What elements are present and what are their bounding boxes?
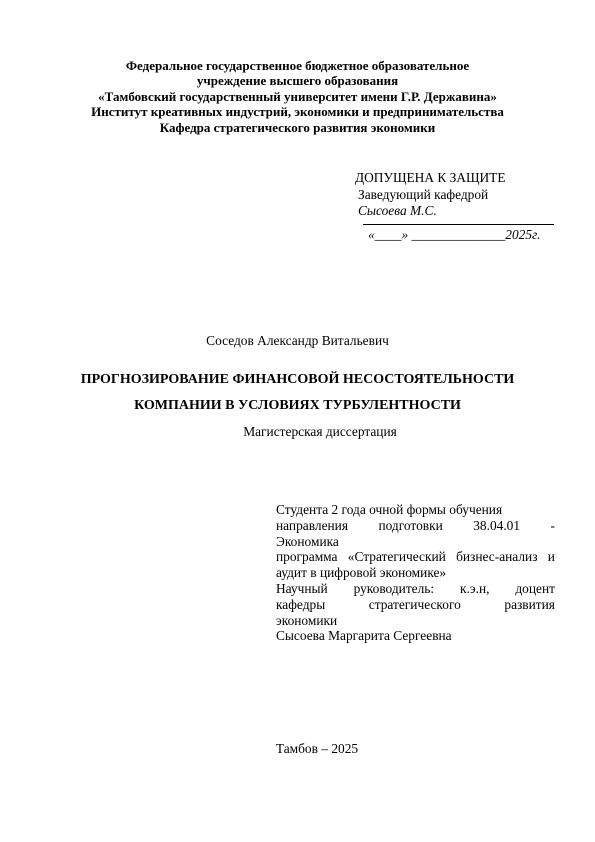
student-info-block: [276, 502, 555, 644]
approval-date-line: «____» ______________2025г.: [368, 226, 541, 242]
header-line: учреждение высшего образования: [196, 73, 399, 89]
word: «Стратегический: [347, 549, 446, 565]
signature-line: [363, 224, 554, 225]
thesis-title-line: КОМПАНИИ В УСЛОВИЯХ ТУРБУЛЕНТНОСТИ: [134, 398, 461, 413]
student-line-justified: [276, 518, 555, 534]
student-line-justified: [276, 549, 555, 565]
word: доцент: [515, 580, 555, 596]
work-type: Магистерская диссертация: [243, 424, 397, 439]
thesis-title: [0, 367, 595, 419]
word: -: [550, 517, 555, 533]
approval-status: ДОПУЩЕНА К ЗАЩИТЕ: [355, 170, 506, 185]
word: программа: [276, 549, 338, 565]
word: руководитель:: [353, 580, 435, 596]
word: 38.04.01: [473, 517, 521, 533]
word: и: [547, 549, 555, 565]
approval-block: [355, 170, 555, 243]
word: бизнес-анализ: [456, 549, 538, 565]
header-line: «Тамбовский государственный университет имени Г.Р. Державина»: [98, 88, 497, 104]
approval-name: Сысоева М.С.: [358, 203, 437, 219]
word: кафедры: [276, 596, 326, 612]
header-line: Федеральное государственное бюджетное образовательное: [125, 58, 470, 73]
supervisor-name: Сысоева Маргарита Сергеевна: [276, 628, 452, 644]
word: Научный: [276, 580, 328, 596]
header-line: Кафедра стратегического развития экономики: [159, 119, 436, 135]
student-line: Студента 2 года очной формы обучения: [276, 502, 503, 517]
city-year: Тамбов – 2025: [275, 741, 359, 756]
word: подготовки: [378, 517, 443, 533]
approval-position: Заведующий кафедрой: [358, 186, 489, 202]
author-name: Соседов Александр Витальевич: [206, 333, 389, 348]
student-line-justified: [276, 581, 555, 597]
word: направления: [276, 517, 349, 533]
student-line: экономики: [276, 612, 338, 628]
word: к.э.н,: [460, 580, 490, 596]
header-line: Институт креативных индустрий, экономики и предпринимательства: [91, 104, 504, 120]
word: стратегического: [368, 596, 461, 612]
student-line: Экономика: [276, 533, 339, 549]
word: развития: [504, 596, 555, 612]
student-line-justified: [276, 597, 555, 613]
thesis-title-line: ПРОГНОЗИРОВАНИЕ ФИНАНСОВОЙ НЕСОСТОЯТЕЛЬНОСТИ: [80, 372, 515, 387]
student-line: аудит в цифровой экономике»: [276, 565, 447, 581]
institution-header: [0, 58, 595, 135]
